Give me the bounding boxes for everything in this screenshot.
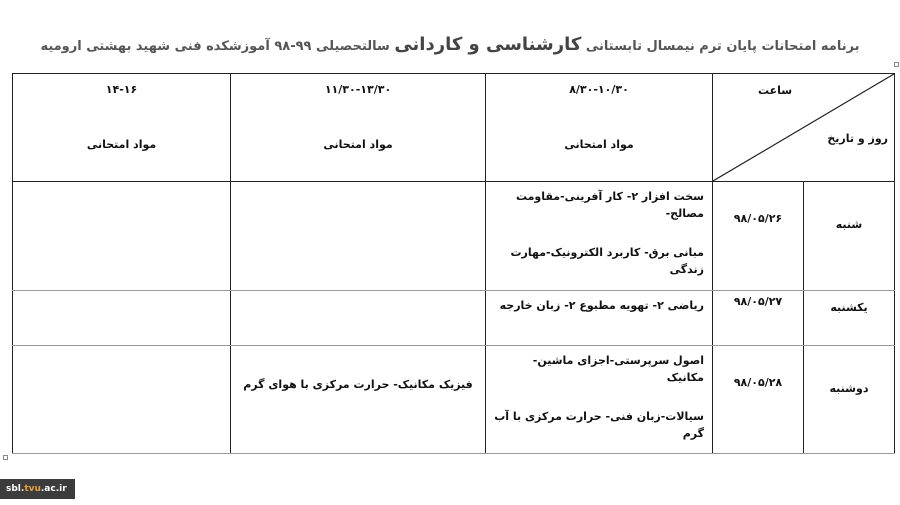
diagonal-divider: [713, 74, 894, 181]
header-time-label: ساعت: [758, 84, 793, 97]
header-slot-1: [486, 74, 713, 182]
title-part3: سالتحصیلی ۹۹-۹۸ آموزشکده فنی شهید بهشتی ارومیه: [40, 39, 390, 54]
table-move-handle[interactable]: [894, 62, 899, 67]
page-title: [0, 34, 900, 55]
slot-1-time: ۸/۳۰-۱۰/۳۰: [569, 83, 629, 96]
slot-1-label: مواد امتحانی: [564, 138, 634, 151]
row-date: ۹۸/۰۵/۲۶: [713, 182, 804, 291]
header-row: [13, 74, 895, 182]
course-line: مبانی برق- کاربرد الکترونیک-مهارت زندگی: [510, 246, 704, 276]
slot-3-label: مواد امتحانی: [86, 138, 157, 151]
header-slot-2: [231, 74, 486, 182]
table-row: [13, 182, 895, 291]
row-date: ۹۸/۰۵/۲۸: [713, 346, 804, 454]
site-accent: tvu: [24, 484, 41, 494]
header-date-label: روز و تاریخ: [827, 132, 888, 145]
title-part1: برنامه امتحانات پایان ترم نیمسال تابستانی: [585, 39, 860, 54]
slot-2-time: ۱۱/۳۰-۱۳/۳۰: [324, 83, 392, 96]
table-row: [13, 346, 895, 454]
row-slot-1-courses: [486, 182, 713, 291]
header-corner-cell: [713, 74, 895, 182]
row-slot-1-courses: [486, 291, 713, 346]
row-slot-3-courses: [13, 291, 231, 346]
course-line: سخت افزار ۲- کار آفرینی-مقاومت مصالح-: [515, 190, 704, 220]
row-slot-2-courses: [231, 182, 486, 291]
exam-schedule-table: [12, 73, 895, 454]
course-line: سیالات-زبان فنی- حرارت مرکزی با آب گرم: [494, 410, 704, 440]
slot-3-time: ۱۴-۱۶: [105, 83, 138, 96]
row-day: دوشنبه: [804, 346, 895, 454]
row-slot-3-courses: [13, 346, 231, 454]
row-day: یکشنبه: [804, 291, 895, 346]
course-line: اصول سرپرستی-اجزای ماشین- مکانیک: [532, 354, 704, 384]
row-slot-2-courses: [231, 291, 486, 346]
site-suffix: .ac.ir: [40, 484, 67, 494]
row-slot-1-courses: [486, 346, 713, 454]
table-resize-handle[interactable]: [3, 455, 8, 460]
row-slot-3-courses: [13, 182, 231, 291]
slot-2-label: مواد امتحانی: [323, 138, 393, 151]
site-watermark: [0, 479, 75, 499]
row-date: ۹۸/۰۵/۲۷: [713, 291, 804, 346]
course-line: ریاضی ۲- تهویه مطبوع ۲- زبان خارجه: [499, 299, 704, 312]
site-prefix: sbl.: [6, 484, 25, 494]
row-day: شنبه: [804, 182, 895, 291]
header-slot-3: [13, 74, 231, 182]
row-slot-2-courses: فیزیک مکانیک- حرارت مرکزی با هوای گرم: [231, 346, 486, 454]
title-part2: کارشناسی و کاردانی: [394, 34, 582, 55]
table-row: [13, 291, 895, 346]
